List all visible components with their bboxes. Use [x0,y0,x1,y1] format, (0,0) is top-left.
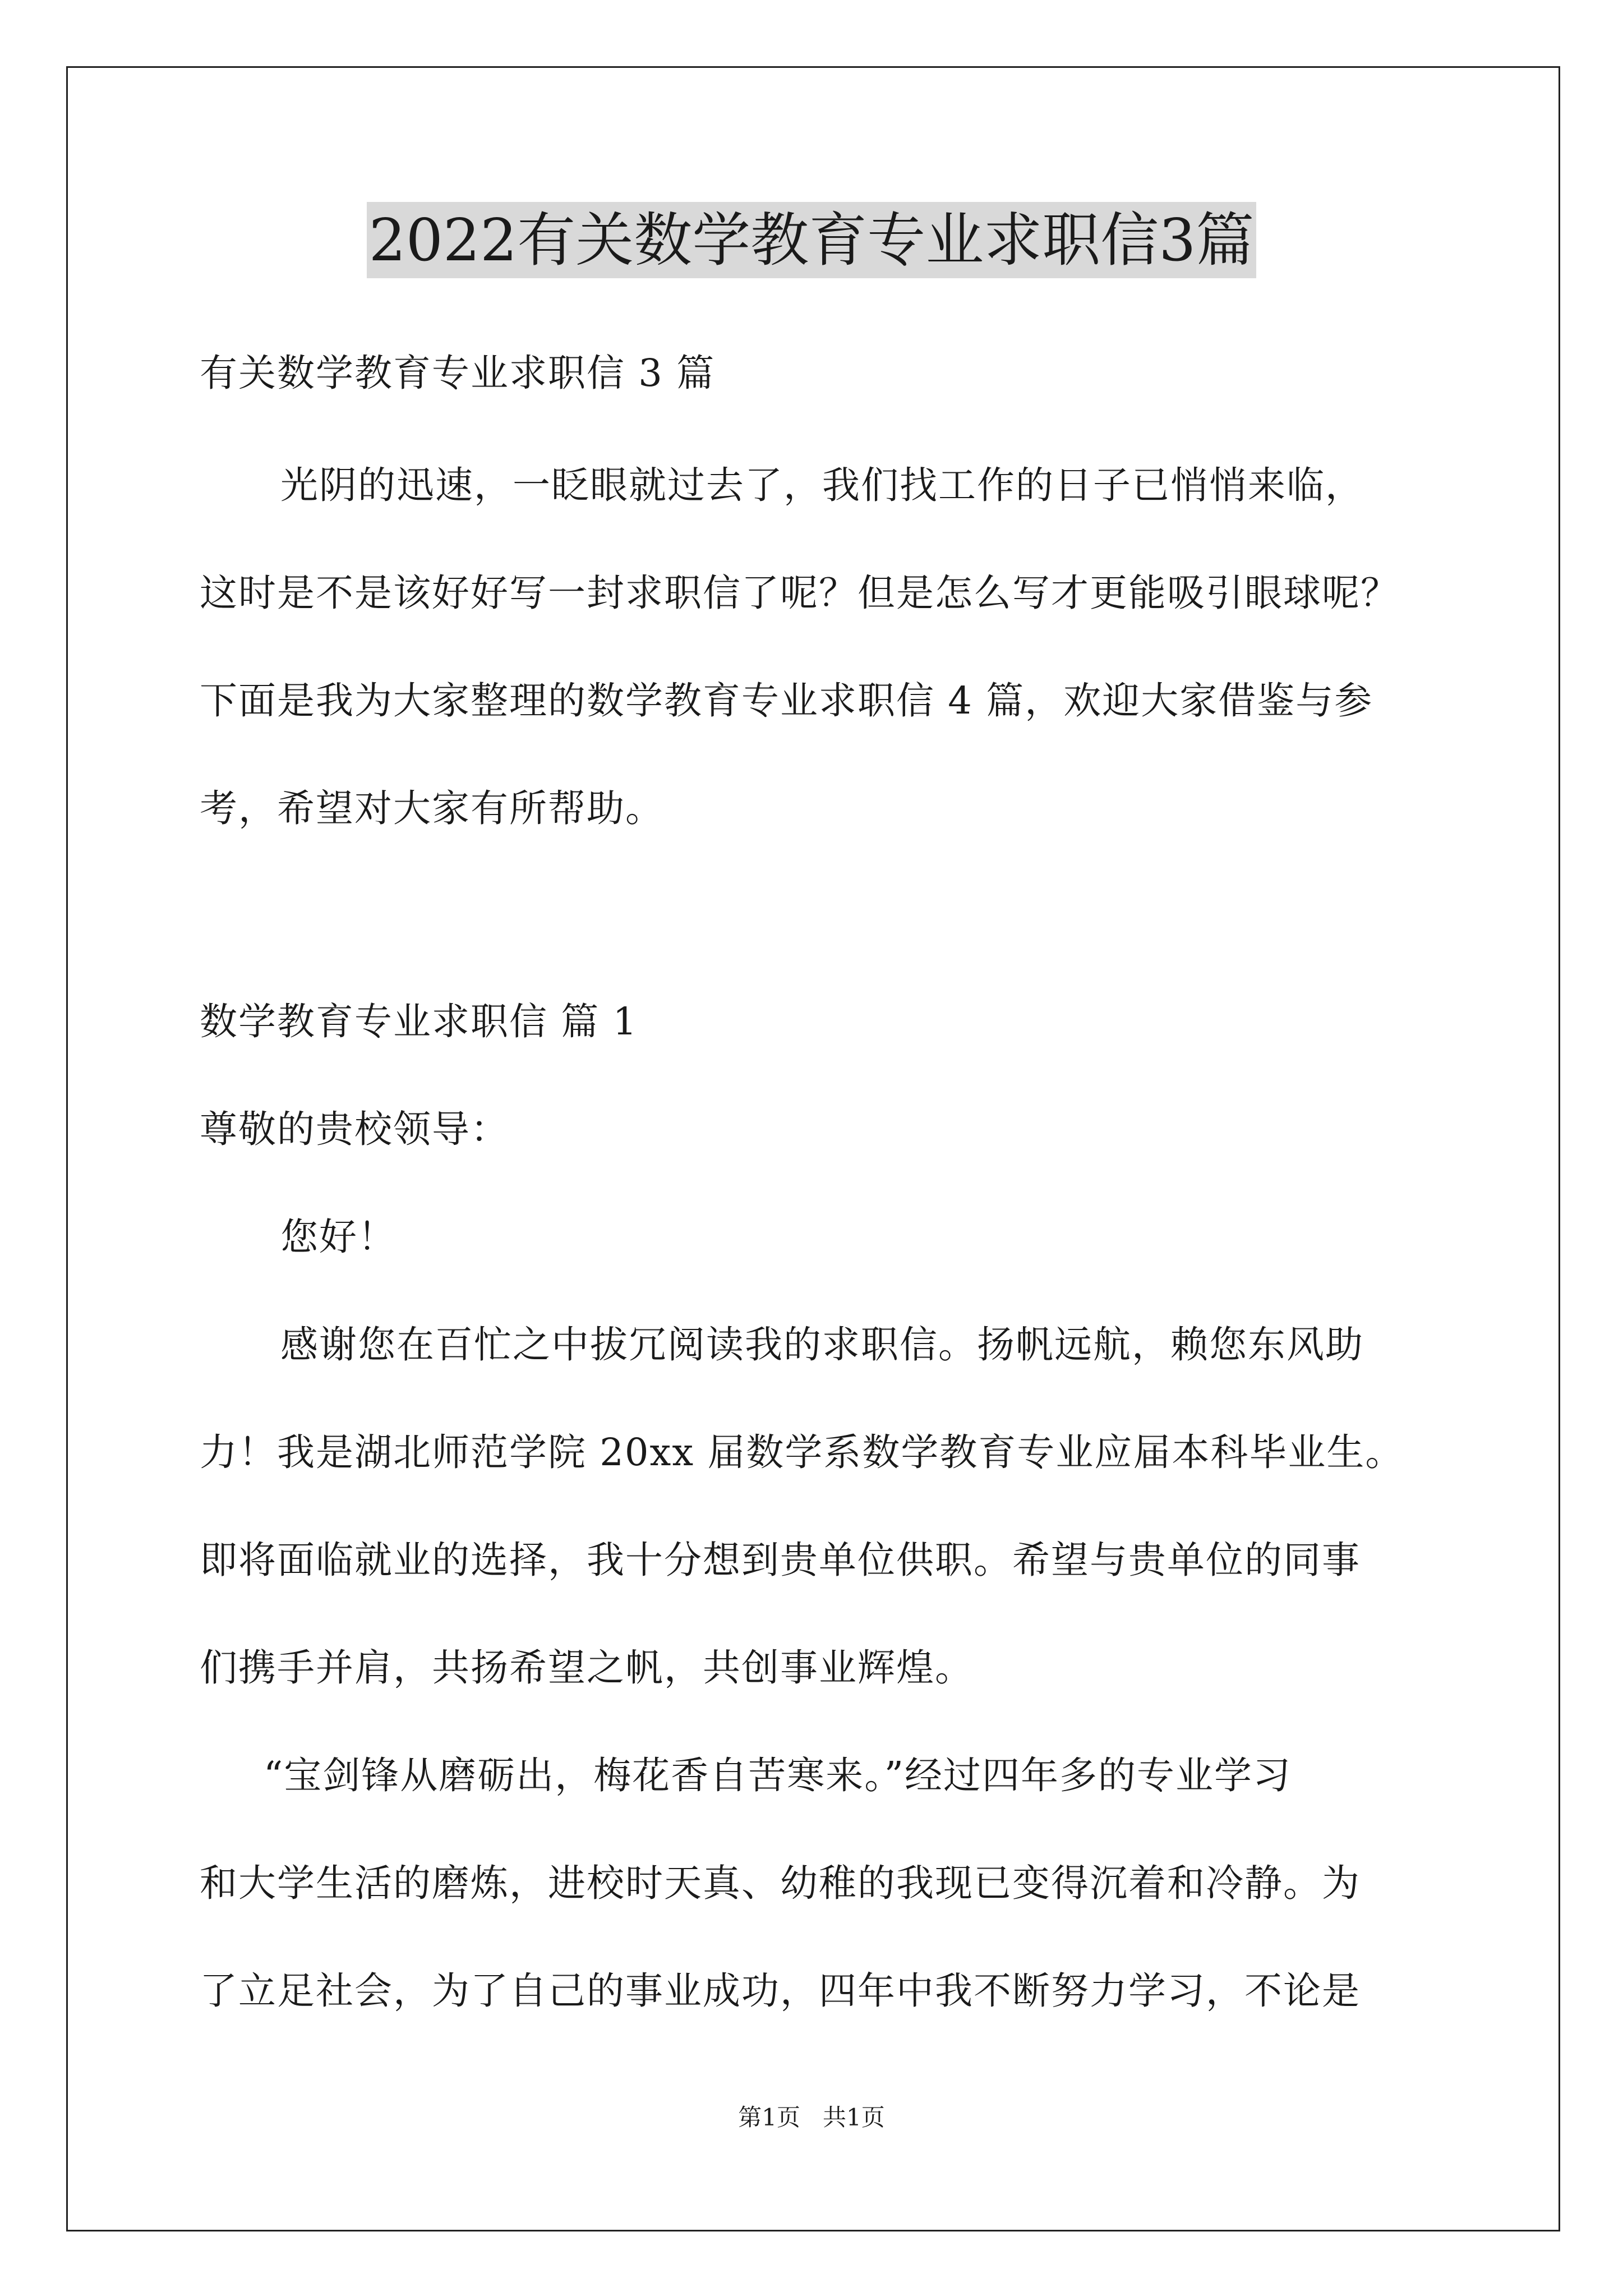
document-title-text: 2022有关数学教育专业求职信3篇 [367,202,1257,278]
document-title [0,202,1623,278]
paragraph-line: 们携手并肩，共扬希望之帆，共创事业辉煌。 [200,1646,974,1690]
paragraph-line: 光阴的迅速，一眨眼就过去了，我们找工作的日子已悄悄来临， [280,463,1364,507]
greeting: 您好！ [280,1215,396,1259]
paragraph-line: 力！我是湖北师范学院 20xx 届数学系数学教育专业应届本科毕业生。 [200,1430,1404,1474]
paragraph-line: 考，希望对大家有所帮助。 [200,786,664,830]
salutation: 尊敬的贵校领导： [200,1107,509,1151]
paragraph-line: 即将面临就业的选择，我十分想到贵单位供职。希望与贵单位的同事 [200,1538,1361,1582]
page-number-footer: 第1页 共1页 [738,2104,885,2131]
subtitle-line: 有关数学教育专业求职信 3 篇 [200,351,716,395]
paragraph-line: 了立足社会，为了自己的事业成功，四年中我不断努力学习，不论是 [200,1969,1361,2013]
paragraph-line: 下面是我为大家整理的数学教育专业求职信 4 篇，欢迎大家借鉴与参 [200,679,1373,723]
paragraph-line: 和大学生活的磨炼，进校时天真、幼稚的我现已变得沉着和冷静。为 [200,1861,1361,1905]
paragraph-line: 这时是不是该好好写一封求职信了呢？但是怎么写才更能吸引眼球呢？ [200,571,1399,615]
section-heading: 数学教育专业求职信 篇 1 [200,1000,638,1043]
paragraph-line: “宝剑锋从磨砺出，梅花香自苦寒来。”经过四年多的专业学习 [264,1754,1292,1797]
paragraph-line: 感谢您在百忙之中拔冗阅读我的求职信。扬帆远航，赖您东风助 [280,1323,1364,1366]
